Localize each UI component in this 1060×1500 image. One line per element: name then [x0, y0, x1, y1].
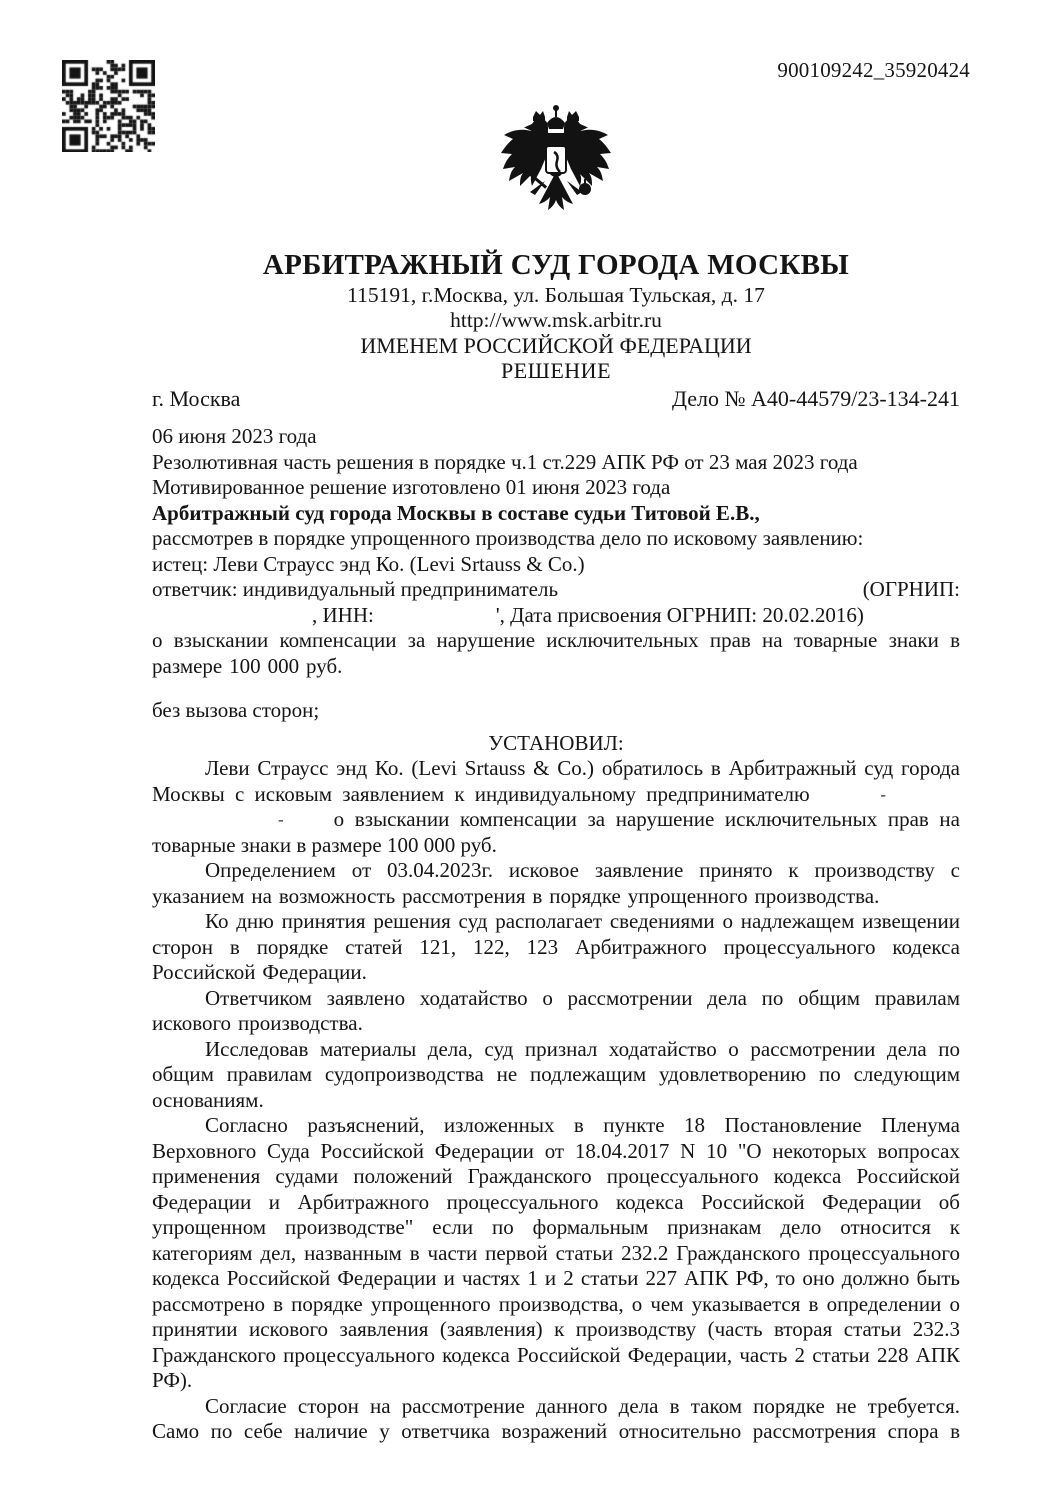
redaction-mark: -: [880, 784, 886, 804]
considered-line: рассмотрев в порядке упрощенного производства дело по исковому заявлению:: [152, 526, 864, 550]
qr-code-canvas: [62, 60, 155, 152]
paragraph-6: Согласно разъяснений, изложенных в пункте 18 Постановление Пленума Верховного Суда Российской Федерации от 18.04.2017 N 10 "О некоторых вопросах применения судами положений Гражданского процессуального кодекса Российской Федерации и Арбитражного процессуального кодекса Российской Федерации об упрощенном производстве" если по формальным признакам дело относится к категориям дел, названным в части первой статьи 232.2 Гражданского процессуального кодекса Российской Федерации и частях 1 и 2 статьи 227 АПК РФ, то оно должно быть рассмотрено в порядке упрощенного производства, о чем указывается в определении о принятии искового заявления (заявления) к производству (часть вторая статьи 232.3 Гражданского процессуального кодекса Российской Федерации, часть 2 статьи 228 АПК РФ).: [152, 1113, 960, 1392]
motivated-decision-line: Мотивированное решение изготовлено 01 июня 2023 года: [152, 475, 671, 499]
paragraph-5: Исследовав материалы дела, суд признал ходатайство о рассмотрении дела по общим правилам судопроизводства не подлежащим удовлетворению по следующим основаниям.: [152, 1036, 960, 1112]
paragraph-1-line-3: [152, 807, 960, 833]
document-number: 900109242_35920424: [777, 58, 970, 82]
paragraph-2: Определением от 03.04.2023г. исковое заявление принято к производству с указанием на возможность рассмотрения в порядке упрощенного производства.: [152, 858, 960, 908]
paragraph-1-line-2: [152, 782, 960, 808]
court-name: АРБИТРАЖНЫЙ СУД ГОРОДА МОСКВЫ: [262, 249, 850, 281]
defendant-label: ответчик: индивидуальный предприниматель: [152, 577, 559, 601]
case-number: Дело № А40-44579/23-134-241: [672, 386, 960, 411]
inn-label: , ИНН:: [312, 602, 374, 627]
established-heading: УСТАНОВИЛ:: [488, 730, 624, 755]
document-body: [152, 424, 960, 1445]
plaintiff-line: истец: Леви Страусс энд Ко. (Levi Srtauss & Co.): [152, 551, 585, 576]
court-composition-line: Арбитражный суд города Москвы в составе судьи Титовой Е.В.,: [152, 500, 760, 525]
paragraph-1-line-3-text: о взыскании компенсации за нарушение исключительных прав на: [333, 807, 960, 831]
ogrnip-date-label: ', Дата присвоения ОГРНИП: 20.02.2016): [495, 602, 864, 627]
redaction-mark: -: [278, 810, 284, 829]
date-line: 06 июня 2023 года: [152, 424, 317, 448]
without-summons-line: без вызова сторон;: [152, 698, 320, 722]
court-website: http://www.msk.arbitr.ru: [450, 308, 662, 332]
claim-line: о взыскании компенсации за нарушение исключительных прав на товарные знаки в размере 100 000 руб.: [152, 628, 960, 678]
resolutive-part-line: Резолютивная часть решения в порядке ч.1 ст.229 АПК РФ от 23 мая 2023 года: [152, 449, 858, 474]
paragraph-1-line-1: Леви Страусс энд Ко. (Levi Srtauss & Co.) обратилось в Арбитражный суд города: [205, 756, 960, 780]
russian-coat-of-arms-icon: [494, 102, 618, 232]
ogrnip-label: (ОГРНИП:: [862, 577, 960, 601]
in-name-of-line: ИМЕНЕМ РОССИЙСКОЙ ФЕДЕРАЦИИ: [360, 333, 752, 358]
paragraph-7: Согласие сторон на рассмотрение данного дела в таком порядке не требуется. Само по себе наличие у ответчика возражений относительно рассмотрения спора в: [152, 1393, 960, 1443]
document-header: [152, 250, 960, 411]
paragraph-3: Ко дню принятия решения суд располагает сведениями о надлежащем извещении сторон в порядке статей 121, 122, 123 Арбитражного процессуального кодекса Российской Федерации.: [152, 909, 960, 984]
city-label: г. Москва: [152, 386, 241, 411]
defendant-line: [152, 577, 960, 603]
defendant-inn-line: [152, 603, 960, 629]
paragraph-1-line-2-text: Москвы с исковым заявлением к индивидуальному предпринимателю: [152, 781, 810, 806]
paragraph-4: Ответчиком заявлено ходатайство о рассмотрении дела по общим правилам искового производства.: [152, 985, 960, 1035]
qr-code: [62, 60, 155, 152]
court-address: 115191, г.Москва, ул. Большая Тульская, д. 17: [347, 283, 765, 307]
paragraph-1-line-4: товарные знаки в размере 100 000 руб.: [152, 832, 497, 857]
decision-title: РЕШЕНИЕ: [500, 358, 612, 383]
